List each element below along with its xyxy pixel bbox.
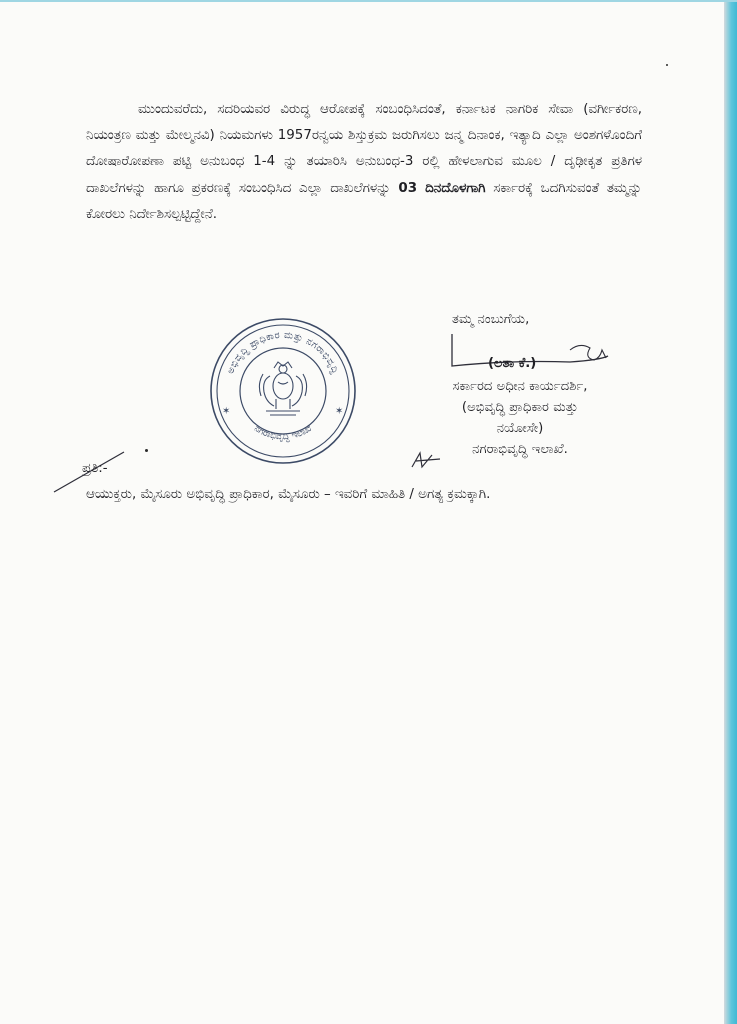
closing-salutation: ತಮ್ಮ ನಂಬುಗೆಯ, xyxy=(452,312,530,327)
svg-text:ಅಭಿವೃದ್ಧಿ ಪ್ರಾಧಿಕಾರ ಮತ್ತು ನಗರಾ xyxy=(225,330,341,376)
svg-text:✶: ✶ xyxy=(222,406,231,417)
copy-to-text: ಆಯುಕ್ತರು, ಮೈಸೂರು ಅಭಿವೃದ್ಧಿ ಪ್ರಾಧಿಕಾರ, ಮೈಸೂರು – ಇವರಿಗೆ ಮಾಹಿತಿ / ಅಗತ್ಯ ಕ್ರಮಕ್ಕಾಗಿ. xyxy=(86,487,491,502)
svg-text:ನಗರಾಭಿವೃದ್ಧಿ ಇಲಾಖೆ xyxy=(252,423,314,443)
body-text-part-2: ಸರ್ಕಾರಕ್ಕೆ ಒದಗಿಸುವಂತೆ ತಮ್ಮನ್ನು ಕೋರಲು ನಿರ್ದೇಶಿಸಲ್ಪಟ್ಟಿದ್ದೇನೆ. xyxy=(86,180,642,222)
ink-dot xyxy=(145,449,148,452)
designation-line: ನಯೋಸೇ) xyxy=(496,421,544,436)
body-paragraph xyxy=(86,97,642,228)
seal-lower-text: ನಗರಾಭಿವೃದ್ಧಿ ಇಲಾಖೆ xyxy=(252,423,314,443)
copy-to-label: ಪ್ರತಿ:- xyxy=(82,461,108,476)
scan-edge xyxy=(724,0,737,1024)
designation-line: (ಅಭಿವೃದ್ಧಿ ಪ್ರಾಧಿಕಾರ ಮತ್ತು xyxy=(461,400,579,415)
svg-text:✶: ✶ xyxy=(335,406,344,417)
designation xyxy=(408,376,632,460)
designation-line: ಸರ್ಕಾರದ ಅಧೀನ ಕಾರ್ಯದರ್ಶಿ, xyxy=(452,379,588,394)
signer-name: (ಲತಾ ಕೆ.) xyxy=(488,356,537,371)
initial-mark-icon xyxy=(410,449,444,471)
official-seal-icon xyxy=(208,316,358,466)
body-text-deadline: 03 ದಿನದೊಳಗಾಗಿ xyxy=(398,180,486,196)
designation-line: ನಗರಾಭಿವೃದ್ಧಿ ಇಲಾಖೆ. xyxy=(472,442,568,457)
body-text-part-1: ಮುಂದುವರೆದು, ಸದರಿಯವರ ವಿರುದ್ಧ ಆರೋಪಕ್ಕೆ ಸಂಬಂಧಿಸಿದಂತೆ, ಕರ್ನಾಟಕ ನಾಗರಿಕ ಸೇವಾ (ವರ್ಗೀಕರಣ, ನಿಯಂತ್ರಣ ಮತ್ತು ಮೇಲ್ಮನವಿ) ನಿಯಮಗಳು 1957ರನ್ವಯ ಶಿಸ್ತುಕ್ರಮ ಜರುಗಿಸಲು ಜನ್ಮ ದಿನಾಂಕ, ಇತ್ಯಾದಿ ಎಲ್ಲಾ ಅಂಶಗಳೊಂದಿಗೆ ದೋಷಾರೋಪಣಾ ಪಟ್ಟಿ ಅನುಬಂಧ 1-4 ನ್ನು ತಯಾರಿಸಿ ಅನುಬಂಧ-3 ರಲ್ಲಿ ಹೇಳಲಾಗುವ ಮೂಲ / ದೃಢೀಕೃತ ಪ್ರತಿಗಳ ದಾಖಲೆಗಳನ್ನು ಹಾಗೂ ಪ್ರಕರಣಕ್ಕೆ ಸಂಬಂಧಿಸಿದ ಎಲ್ಲಾ ದಾಖಲೆಗಳನ್ನು xyxy=(86,102,642,196)
scan-top-edge xyxy=(0,0,737,2)
ink-dot xyxy=(666,64,668,66)
seal-upper-text: ಅಭಿವೃದ್ಧಿ ಪ್ರಾಧಿಕಾರ ಮತ್ತು ನಗರಾಭಿವೃದ್ಧಿ xyxy=(225,329,341,376)
